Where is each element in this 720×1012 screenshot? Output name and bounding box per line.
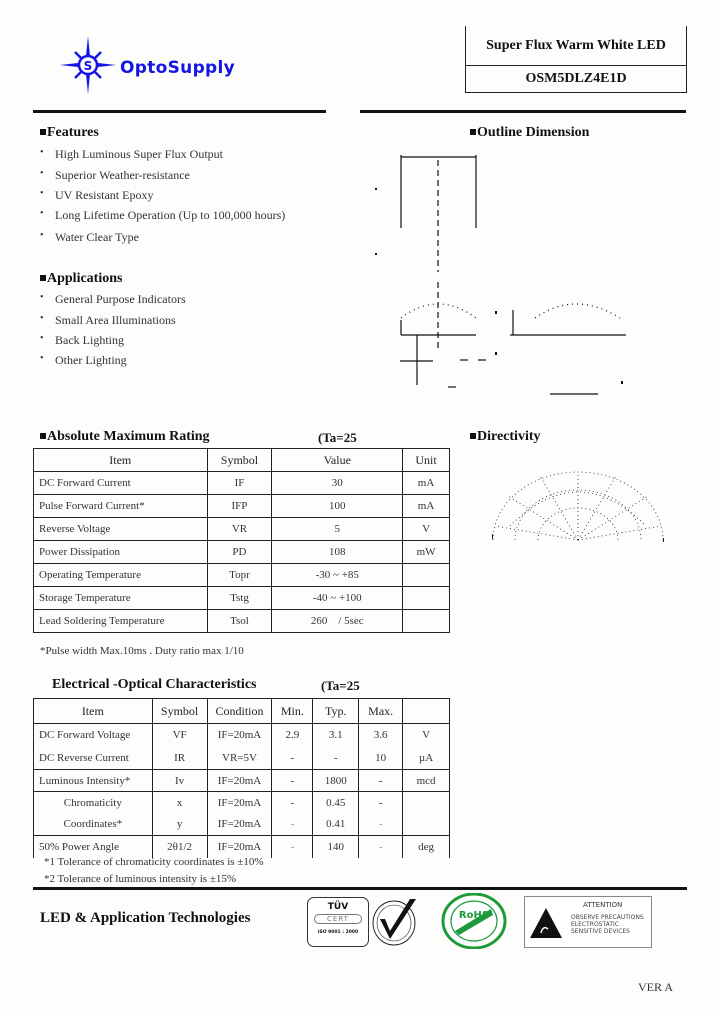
cell-unit <box>403 610 450 633</box>
cell-max: - <box>359 792 403 814</box>
cell-item: DC Reverse Current <box>34 747 153 770</box>
abs-max-table <box>33 448 450 633</box>
table-row <box>34 610 450 633</box>
col-header: Item <box>34 449 208 472</box>
cell-value: 100 <box>272 495 403 518</box>
cell-typ: 1800 <box>313 770 359 792</box>
cell-item: Pulse Forward Current* <box>34 495 208 518</box>
abs-max-condition: (Ta=25 <box>318 430 357 445</box>
esd-lines <box>571 914 644 935</box>
table-row <box>34 518 450 541</box>
cell-typ: 3.1 <box>313 724 359 747</box>
table-row <box>34 747 450 770</box>
application-item: • Small Area Illuminations <box>40 313 360 333</box>
col-header: Typ. <box>313 699 359 724</box>
company-tagline: LED & Application Technologies <box>40 910 251 926</box>
table-row <box>34 724 450 747</box>
cell-unit: mA <box>403 472 450 495</box>
cell-unit <box>403 814 450 836</box>
cell-min: 2.9 <box>272 724 313 747</box>
cell-symbol: Iv <box>152 770 207 792</box>
cell-typ: - <box>313 747 359 770</box>
rohs-compliance-badge-icon <box>441 893 507 949</box>
table-header-row <box>34 449 450 472</box>
table-row <box>34 587 450 610</box>
cell-symbol: y <box>152 814 207 836</box>
col-header: Condition <box>207 699 272 724</box>
title-box <box>465 26 687 93</box>
feature-item: • Superior Weather-resistance <box>40 168 360 188</box>
cell-value: -30 ~ +85 <box>272 564 403 587</box>
cell-symbol: PD <box>207 541 272 564</box>
cell-value: 30 <box>272 472 403 495</box>
cell-value: -40 ~ +100 <box>272 587 403 610</box>
col-header: Symbol <box>207 449 272 472</box>
table-row <box>34 836 450 858</box>
cell-symbol: Topr <box>207 564 272 587</box>
cell-value: 5 <box>272 518 403 541</box>
cell-unit: mcd <box>403 770 450 792</box>
cell-unit: mW <box>403 541 450 564</box>
cell-max: - <box>359 814 403 836</box>
eo-note-2: *2 Tolerance of luminous intensity is ±15% <box>44 873 237 885</box>
cell-unit: V <box>403 518 450 541</box>
table-row <box>34 564 450 587</box>
header-rule-left <box>33 110 326 113</box>
cell-condition: VR=5V <box>207 747 272 770</box>
cell-unit: µA <box>403 747 450 770</box>
cell-typ: 0.45 <box>313 792 359 814</box>
cell-unit <box>403 564 450 587</box>
cell-value: 260 / 5sec <box>272 610 403 633</box>
esd-line: ELECTROSTATIC <box>571 921 619 928</box>
col-header <box>403 699 450 724</box>
tuv-cert-label: CERT <box>314 914 362 924</box>
feature-item: • High Luminous Super Flux Output <box>40 147 360 168</box>
applications-heading: Applications <box>40 271 122 287</box>
esd-attention-title: ATTENTION <box>583 901 623 909</box>
esd-line: SENSITIVE DEVICES <box>571 928 630 935</box>
cell-item: DC Forward Voltage <box>34 724 153 747</box>
table-header-row <box>34 699 450 724</box>
esd-warning-hand-icon <box>529 907 563 939</box>
outline-dimension-drawing <box>370 150 640 400</box>
tuv-label: TÜV <box>327 902 349 912</box>
svg-text:RoHS: RoHS <box>458 910 490 921</box>
table-row <box>34 541 450 564</box>
cell-item: Reverse Voltage <box>34 518 208 541</box>
feature-item: • Long Lifetime Operation (Up to 100,000 hours) <box>40 208 360 230</box>
cell-unit <box>403 587 450 610</box>
cell-max: - <box>359 770 403 792</box>
cell-item: Storage Temperature <box>34 587 208 610</box>
certified-company-checkmark-icon <box>370 895 420 947</box>
cell-max: 10 <box>359 747 403 770</box>
cell-min: - <box>272 747 313 770</box>
cell-min: - <box>272 770 313 792</box>
part-number: OSM5DLZ4E1D <box>525 71 627 86</box>
cell-condition: IF=20mA <box>207 836 272 858</box>
cell-item: 50% Power Angle <box>34 836 153 858</box>
col-header: Item <box>34 699 153 724</box>
cell-value: 108 <box>272 541 403 564</box>
outline-heading: Outline Dimension <box>470 125 589 141</box>
cell-min: - <box>272 836 313 858</box>
cell-item: Lead Soldering Temperature <box>34 610 208 633</box>
cell-symbol: IR <box>152 747 207 770</box>
feature-item: • Water Clear Type <box>40 230 360 250</box>
cell-symbol: 2θ1/2 <box>152 836 207 858</box>
cell-unit <box>403 792 450 814</box>
cell-unit: V <box>403 724 450 747</box>
cell-item: Luminous Intensity* <box>34 770 153 792</box>
cell-max: 3.6 <box>359 724 403 747</box>
logo-text: OptoSupply <box>120 58 236 78</box>
cell-typ: 0.41 <box>313 814 359 836</box>
svg-text:S: S <box>83 59 93 73</box>
cell-unit: mA <box>403 495 450 518</box>
footer-rule <box>33 887 687 890</box>
cell-symbol: VR <box>207 518 272 541</box>
application-item: • Other Lighting <box>40 353 360 373</box>
abs-max-heading: Absolute Maximum Rating <box>40 429 210 445</box>
eo-heading: Electrical -Optical Characteristics <box>52 677 257 692</box>
directivity-heading: Directivity <box>470 429 541 445</box>
cell-min: - <box>272 814 313 836</box>
directivity-polar-chart <box>490 468 670 558</box>
cell-condition: IF=20mA <box>207 724 272 747</box>
cell-item: Power Dissipation <box>34 541 208 564</box>
feature-item: • UV Resistant Epoxy <box>40 188 360 208</box>
cell-typ: 140 <box>313 836 359 858</box>
application-item: • General Purpose Indicators <box>40 292 360 313</box>
table-row <box>34 770 450 792</box>
features-list <box>40 147 360 250</box>
col-header: Symbol <box>152 699 207 724</box>
cell-item: Chromaticity <box>34 792 153 814</box>
cell-symbol: x <box>152 792 207 814</box>
table-row <box>34 472 450 495</box>
header-rule-right <box>360 110 686 113</box>
eo-note-1: *1 Tolerance of chromaticity coordinates is ±10% <box>44 856 264 868</box>
applications-list <box>40 292 360 373</box>
esd-attention-label <box>524 896 652 948</box>
starburst-logo-icon <box>58 34 118 96</box>
cell-condition: IF=20mA <box>207 792 272 814</box>
cell-item: Operating Temperature <box>34 564 208 587</box>
cell-symbol: IF <box>207 472 272 495</box>
cell-condition: IF=20mA <box>207 770 272 792</box>
cell-max: - <box>359 836 403 858</box>
version-label: VER A <box>638 980 674 994</box>
cell-symbol: Tstg <box>207 587 272 610</box>
eo-condition: (Ta=25 <box>321 678 360 693</box>
col-header: Value <box>272 449 403 472</box>
cell-item: DC Forward Current <box>34 472 208 495</box>
esd-line: OBSERVE PRECAUTIONS <box>571 914 644 921</box>
eo-table <box>33 698 450 858</box>
cell-symbol: Tsol <box>207 610 272 633</box>
iso-label: ISO 9001 : 2000 <box>317 930 359 935</box>
tuv-cert-badge <box>307 897 369 947</box>
cell-symbol: VF <box>152 724 207 747</box>
abs-max-footnote: *Pulse width Max.10ms . Duty ratio max 1/10 <box>40 645 244 657</box>
cell-symbol: IFP <box>207 495 272 518</box>
cell-min: - <box>272 792 313 814</box>
table-row <box>34 495 450 518</box>
table-row <box>34 792 450 814</box>
table-row <box>34 814 450 836</box>
col-header: Unit <box>403 449 450 472</box>
cell-item: Coordinates* <box>34 814 153 836</box>
col-header: Min. <box>272 699 313 724</box>
col-header: Max. <box>359 699 403 724</box>
cell-unit: deg <box>403 836 450 858</box>
features-heading: Features <box>40 125 99 141</box>
optosupply-logo <box>58 34 298 96</box>
product-title: Super Flux Warm White LED <box>466 26 686 66</box>
cell-condition: IF=20mA <box>207 814 272 836</box>
application-item: • Back Lighting <box>40 333 360 353</box>
